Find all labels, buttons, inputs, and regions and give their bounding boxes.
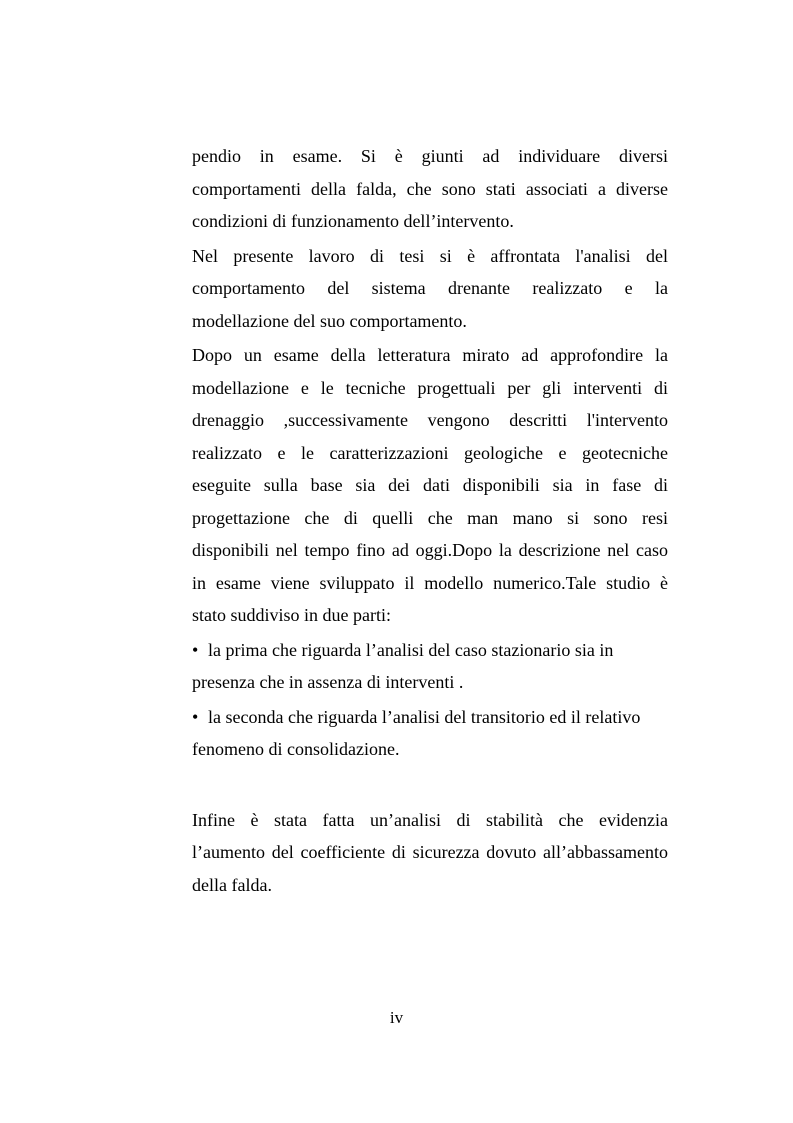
text-line: stato suddiviso in due parti: <box>192 605 391 625</box>
text-line: in esame viene sviluppato il modello numerico.Tale studio è <box>192 572 668 593</box>
text-line: comportamento del sistema drenante realizzato e la <box>192 278 668 298</box>
text-line: drenaggio ,successivamente vengono descritti l'intervento <box>192 410 668 430</box>
text-line: Nel presente lavoro di tesi si è affrontata l'analisi del <box>192 245 668 266</box>
text-line: Dopo un esame della letteratura mirato ad approfondire la <box>192 345 668 365</box>
text-line: modellazione del suo comportamento. <box>192 310 467 331</box>
bullet-item-2 <box>192 701 668 766</box>
text-line: della falda. <box>192 874 272 895</box>
paragraph-2 <box>192 240 668 338</box>
text-line: fenomeno di consolidazione. <box>192 739 400 759</box>
bullet-icon: • <box>192 639 199 660</box>
text-line: condizioni di funzionamento dell’intervento. <box>192 211 514 231</box>
text-line: presenza che in assenza di interventi . <box>192 672 464 692</box>
text-line: realizzato e le caratterizzazioni geologiche e geotecniche <box>192 442 668 463</box>
page-number: iv <box>389 1008 404 1027</box>
text-line: modellazione e le tecniche progettuali per gli interventi di <box>192 377 668 398</box>
bullet-text: la seconda che riguarda l’analisi del transitorio ed il relativo <box>208 706 641 727</box>
text-line: eseguite sulla base sia dei dati disponibili sia in fase di <box>192 475 668 495</box>
bullet-item-1 <box>192 634 668 699</box>
bullet-icon: • <box>192 706 199 727</box>
text-line: pendio in esame. Si è giunti ad individuare diversi <box>192 146 668 166</box>
text-line: progettazione che di quelli che man mano si sono resi <box>192 507 668 528</box>
text-line: comportamenti della falda, che sono stati associati a diverse <box>192 178 668 199</box>
text-line <box>192 634 668 667</box>
body-text <box>192 140 668 901</box>
paragraph-1 <box>192 140 668 238</box>
paragraph-conclusion <box>192 804 668 902</box>
text-line: disponibili nel tempo fino ad oggi.Dopo la descrizione nel caso <box>192 540 668 560</box>
text-line <box>192 701 668 734</box>
text-line: Infine è stata fatta un’analisi di stabilità che evidenzia <box>192 809 668 830</box>
paragraph-3 <box>192 339 668 632</box>
bullet-text: la prima che riguarda l’analisi del caso stazionario sia in <box>208 639 614 660</box>
text-line: l’aumento del coefficiente di sicurezza dovuto all’abbassamento <box>192 842 668 862</box>
